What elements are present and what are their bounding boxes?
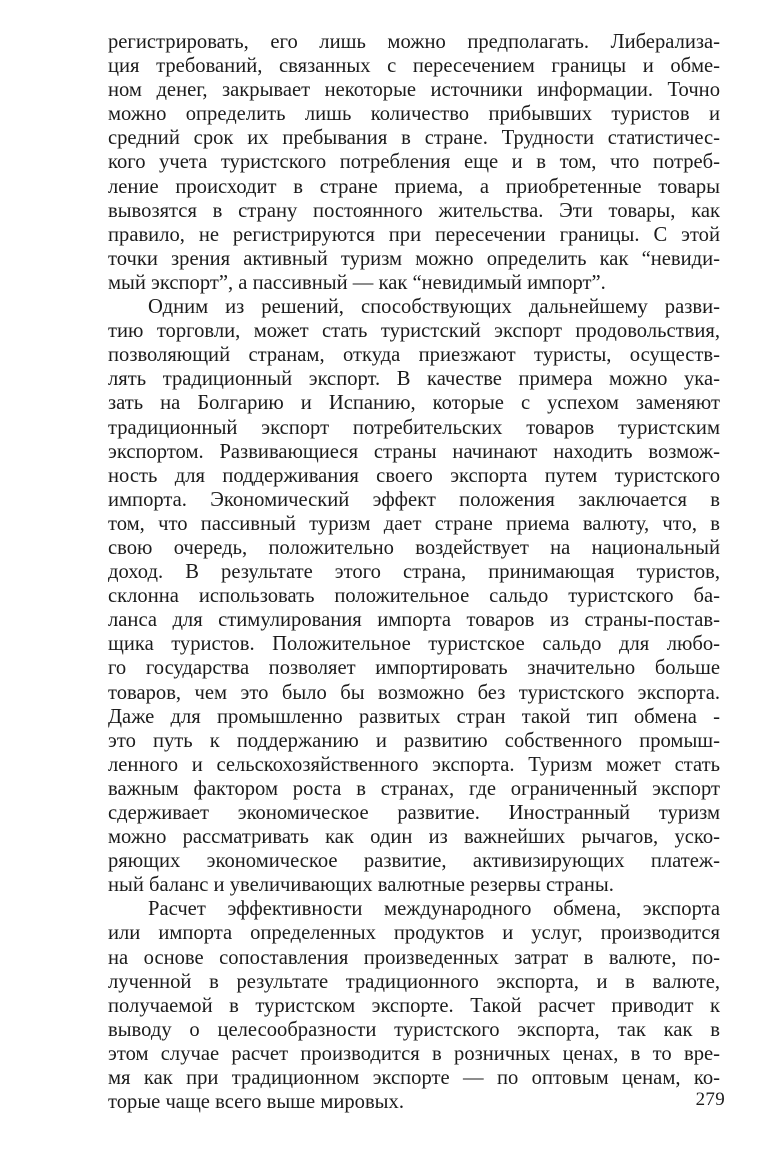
text-line: щика туристов. Положительное туристское сальдо для любо- bbox=[108, 633, 720, 656]
text-line: ном денег, закрывает некоторые источники информации. Точно bbox=[108, 79, 720, 102]
text-line: товаров, чем это было бы возможно без туристского экспорта. bbox=[108, 681, 720, 704]
text-line: важным фактором роста в странах, где ограниченный экспорт bbox=[108, 777, 720, 800]
text-line: мя как при традиционном экспорте — по оптовым ценам, ко- bbox=[108, 1067, 720, 1090]
text-line: ность для поддерживания своего экспорта путем туристского bbox=[108, 464, 720, 487]
text-line: или импорта определенных продуктов и услуг, производится bbox=[108, 922, 720, 945]
page-number: 279 bbox=[695, 1089, 725, 1110]
text-line: позволяющий странам, откуда приезжают туристы, осуществ- bbox=[108, 344, 720, 367]
text-line: лученной в результате традиционного экспорта, и в валюте, bbox=[108, 970, 720, 993]
text-line: лять традиционный экспорт. В качестве примера можно ука- bbox=[108, 368, 720, 391]
text-line: ный баланс и увеличивающих валютные резервы страны. bbox=[108, 874, 614, 897]
text-line: тию торговли, может стать туристский экспорт продовольствия, bbox=[108, 320, 720, 343]
text-line: этом случае расчет производится в розничных ценах, в то вре- bbox=[108, 1042, 720, 1065]
text-line: торые чаще всего выше мировых. bbox=[108, 1091, 404, 1114]
text-line: Даже для промышленно развитых стран такой тип обмена - bbox=[108, 705, 720, 728]
text-line: средний срок их пребывания в стране. Трудности статистичес- bbox=[108, 127, 720, 150]
text-line: вывозятся в страну постоянного жительства. Эти товары, как bbox=[108, 199, 720, 222]
paragraph bbox=[108, 295, 720, 897]
text-line: ряющих экономическое развитие, активизирующих платеж- bbox=[108, 850, 720, 873]
text-line: можно определить лишь количество прибывших туристов и bbox=[108, 103, 720, 126]
text-line: Одним из решений, способствующих дальнейшему разви- bbox=[148, 296, 720, 319]
body-text bbox=[108, 30, 720, 1114]
text-line: экспортом. Развивающиеся страны начинают находить возмож- bbox=[108, 440, 720, 463]
text-line: доход. В результате этого страна, принимающая туристов, bbox=[108, 561, 720, 584]
text-line: том, что пассивный туризм дает стране приема валюту, что, в bbox=[108, 512, 720, 535]
text-line: склонна использовать положительное сальдо туристского ба- bbox=[108, 585, 720, 608]
text-line: ция требований, связанных с пересечением границы и обме- bbox=[108, 55, 720, 78]
text-line: импорта. Экономический эффект положения заключается в bbox=[108, 488, 720, 511]
text-line: традиционный экспорт потребительских товаров туристским bbox=[108, 416, 720, 439]
text-line: го государства позволяет импортировать значительно больше bbox=[108, 657, 720, 680]
text-line: ланса для стимулирования импорта товаров из страны-постав- bbox=[108, 609, 720, 632]
text-line: регистрировать, его лишь можно предполагать. Либерализа- bbox=[108, 31, 720, 53]
text-line: можно рассматривать как один из важнейших рычагов, уско- bbox=[108, 826, 720, 849]
text-line: свою очередь, положительно воздействует на национальный bbox=[108, 536, 720, 559]
text-line: выводу о целесообразности туристского экспорта, так как в bbox=[108, 1018, 720, 1041]
text-line: зать на Болгарию и Испанию, которые с успехом заменяют bbox=[108, 392, 720, 415]
text-line: точки зрения активный туризм можно определить как “невиди- bbox=[108, 247, 720, 270]
text-line: сдерживает экономическое развитие. Иностранный туризм bbox=[108, 802, 720, 824]
text-line: ленного и сельскохозяйственного экспорта. Туризм может стать bbox=[108, 753, 720, 776]
paragraph bbox=[108, 30, 720, 295]
text-line: правило, не регистрируются при пересечении границы. С этой bbox=[108, 223, 720, 246]
text-line: это путь к поддержанию и развитию собственного промыш- bbox=[108, 729, 720, 752]
text-line: ление происходит в стране приема, а приобретенные товары bbox=[108, 175, 720, 198]
text-line: кого учета туристского потребления еще и в том, что потреб- bbox=[108, 151, 720, 174]
text-line: мый экспорт”, а пассивный — как “невидимый импорт”. bbox=[108, 271, 606, 294]
text-line: Расчет эффективности международного обмена, экспорта bbox=[148, 898, 720, 921]
paragraph bbox=[108, 897, 720, 1114]
text-line: на основе сопоставления произведенных затрат в валюте, по- bbox=[108, 946, 720, 969]
text-line: получаемой в туристском экспорте. Такой расчет приводит к bbox=[108, 994, 720, 1017]
